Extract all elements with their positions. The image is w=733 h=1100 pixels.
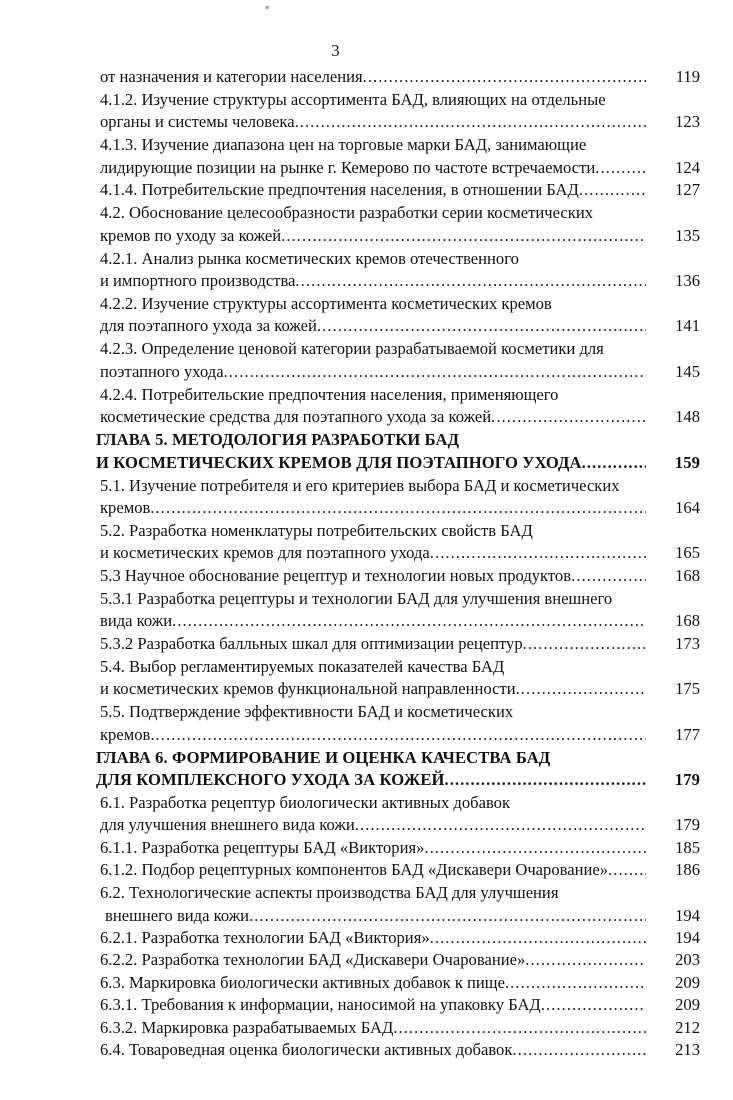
toc-dot-leader <box>505 972 646 989</box>
toc-dot-leader <box>558 882 646 899</box>
toc-entry-page-number: 213 <box>675 1039 700 1059</box>
toc-entry-page-number: 168 <box>675 611 700 631</box>
toc-dot-leader <box>172 610 646 627</box>
toc-entry-page-number: 194 <box>675 905 700 925</box>
toc-entry[interactable] <box>96 519 700 542</box>
toc-entry-page-number: 203 <box>675 950 700 970</box>
toc-entry-text: 6.1. Разработка рецептур биологически активных добавок <box>100 792 511 812</box>
toc-entry-page-number: 186 <box>675 860 700 880</box>
toc-entry[interactable] <box>96 972 700 994</box>
toc-dot-leader <box>516 678 646 695</box>
toc-entry[interactable] <box>96 610 700 632</box>
toc-dot-leader <box>541 994 646 1011</box>
toc-entry[interactable] <box>96 134 700 157</box>
toc-dot-leader <box>550 746 646 763</box>
toc-entry[interactable] <box>96 66 700 88</box>
toc-entry-text: 4.1.4. Потребительские предпочтения населения, в отношении БАД <box>100 180 579 200</box>
toc-dot-leader <box>249 905 646 922</box>
toc-entry-text: 6.2. Технологические аспекты производства БАД для улучшения <box>100 883 559 903</box>
toc-dot-leader <box>525 949 646 966</box>
toc-entry[interactable] <box>96 859 700 881</box>
toc-dot-leader <box>571 565 646 582</box>
toc-entry[interactable] <box>96 497 700 519</box>
toc-entry-page-number: 145 <box>675 361 700 381</box>
toc-entry-text: ГЛАВА 6. ФОРМИРОВАНИЕ И ОЦЕНКА КАЧЕСТВА БАД <box>96 747 551 767</box>
toc-dot-leader <box>513 701 646 718</box>
toc-entry-text: и импортного производства <box>100 271 296 291</box>
toc-dot-leader <box>281 225 646 242</box>
toc-entry[interactable] <box>96 655 700 678</box>
toc-entry-text: 4.2. Обоснование целесообразности разработки серии косметических <box>100 203 594 223</box>
toc-dot-leader <box>533 519 646 536</box>
toc-entry[interactable] <box>96 882 700 905</box>
toc-dot-leader <box>558 383 646 400</box>
toc-dot-leader <box>523 633 646 650</box>
toc-entry-page-number: 179 <box>675 815 700 835</box>
toc-entry-text: вида кожи <box>100 611 173 631</box>
toc-entry[interactable] <box>96 247 700 270</box>
toc-entry-page-number: 185 <box>675 837 700 857</box>
toc-entry-page-number: 179 <box>674 769 700 789</box>
toc-entry-page-number: 124 <box>675 157 700 177</box>
toc-dot-leader <box>604 338 646 355</box>
toc-entry-page-number: 173 <box>675 633 700 653</box>
toc-dot-leader <box>150 497 646 514</box>
toc-dot-leader <box>608 859 646 876</box>
toc-entry-text: ДЛЯ КОМПЛЕКСНОГО УХОДА ЗА КОЖЕЙ <box>96 769 445 789</box>
toc-entry-text: 6.1.1. Разработка рецептуры БАД «Виктория» <box>100 837 425 857</box>
toc-dot-leader <box>552 292 646 309</box>
toc-entry-text: внешнего вида кожи <box>105 905 250 925</box>
toc-dot-leader <box>519 247 646 264</box>
toc-entry-page-number: 209 <box>675 995 700 1015</box>
toc-entry-page-number: 148 <box>675 407 700 427</box>
toc-entry-text: кремов <box>100 498 151 518</box>
toc-entry-page-number: 159 <box>674 452 700 472</box>
toc-entry[interactable] <box>96 746 700 769</box>
toc-entry-page-number: 164 <box>675 498 700 518</box>
toc-entry[interactable] <box>96 452 700 474</box>
toc-entry-page-number: 127 <box>675 180 700 200</box>
toc-entry-page-number: 194 <box>675 927 700 947</box>
toc-dot-leader <box>491 406 646 423</box>
toc-dot-leader <box>612 587 646 604</box>
toc-entry-text: 4.2.1. Анализ рынка косметических кремов отечественного <box>100 248 519 268</box>
toc-dot-leader <box>606 88 646 105</box>
toc-entry-text: и косметических кремов функциональной направленности <box>100 679 516 699</box>
toc-entry[interactable] <box>96 88 700 111</box>
toc-entry[interactable] <box>96 949 700 971</box>
toc-dot-leader <box>393 1017 646 1034</box>
toc-entry[interactable] <box>96 315 700 337</box>
toc-entry[interactable] <box>96 587 700 610</box>
toc-entry-text: 5.3 Научное обоснование рецептур и технологии новых продуктов <box>100 565 572 585</box>
toc-entry[interactable] <box>96 429 700 452</box>
toc-dot-leader <box>295 270 646 287</box>
toc-dot-leader <box>620 474 646 491</box>
toc-entry[interactable] <box>96 769 700 791</box>
toc-dot-leader <box>430 927 646 944</box>
toc-entry-page-number: 177 <box>675 724 700 744</box>
toc-entry[interactable] <box>96 542 700 564</box>
toc-dot-leader <box>445 769 647 786</box>
toc-dot-leader <box>595 157 646 174</box>
toc-dot-leader <box>150 724 646 741</box>
toc-entry-page-number: 136 <box>675 271 700 291</box>
toc-entry[interactable] <box>96 814 700 836</box>
toc-entry-text: 6.2.2. Разработка технологии БАД «Дискавери Очарование» <box>100 950 526 970</box>
toc-entry-text: 6.3.1. Требования к информации, наносимой на упаковку БАД <box>100 995 541 1015</box>
toc-entry[interactable] <box>96 179 700 201</box>
toc-entry[interactable] <box>96 338 700 361</box>
toc-entry[interactable] <box>96 701 700 724</box>
toc-dot-leader <box>504 655 646 672</box>
toc-dot-leader <box>317 315 646 332</box>
toc-entry-text: 5.2. Разработка номенклатуры потребительских свойств БАД <box>100 521 533 541</box>
toc-dot-leader <box>459 429 646 446</box>
toc-entry-text: 4.2.4. Потребительские предпочтения населения, применяющего <box>100 384 559 404</box>
toc-entry[interactable] <box>96 157 700 179</box>
toc-dot-leader <box>224 361 646 378</box>
toc-entry-page-number: 175 <box>675 679 700 699</box>
toc-entry[interactable] <box>96 474 700 497</box>
toc-entry-text: 4.1.3. Изучение диапазона цен на торговые марки БАД, занимающие <box>100 135 587 155</box>
toc-entry-text: 5.5. Подтверждение эффективности БАД и косметических <box>100 702 514 722</box>
toc-entry-text: от назначения и категории населения <box>100 67 363 86</box>
toc-entry-page-number: 165 <box>675 543 700 563</box>
toc-entry-page-number: 212 <box>675 1017 700 1037</box>
toc-dot-leader <box>582 452 646 469</box>
toc-entry-text: 6.4. Товароведная оценка биологически активных добавок <box>100 1039 513 1059</box>
toc-entry-text: и косметических кремов для поэтапного ухода <box>100 543 430 563</box>
toc-entry-page-number: 119 <box>675 67 700 86</box>
toc-entry[interactable] <box>96 633 700 655</box>
toc-entry[interactable] <box>96 678 700 700</box>
toc-entry-text: для поэтапного ухода за кожей <box>100 316 317 336</box>
toc-entry-page-number: 135 <box>675 225 700 245</box>
toc-entry-text: 6.1.2. Подбор рецептурных компонентов БАД «Дискавери Очарование» <box>100 860 609 880</box>
toc-entry-text: 5.4. Выбор регламентируемых показателей качества БАД <box>100 656 505 676</box>
toc-entry-text: для улучшения внешнего вида кожи <box>100 815 355 835</box>
toc-entry[interactable] <box>96 1017 700 1039</box>
toc-dot-leader <box>355 814 646 831</box>
toc-entry[interactable] <box>96 383 700 406</box>
toc-entry-text: 6.3.2. Маркировка разрабатываемых БАД <box>100 1017 394 1037</box>
toc-entry-text: И КОСМЕТИЧЕСКИХ КРЕМОВ ДЛЯ ПОЭТАПНОГО УХОДА <box>96 452 582 472</box>
toc-dot-leader <box>295 111 646 128</box>
toc-entry-text: 5.3.2 Разработка балльных шкал для оптимизации рецептур <box>100 633 523 653</box>
toc-dot-leader <box>424 837 646 854</box>
toc-entry[interactable] <box>96 724 700 746</box>
toc-entry-text: 4.1.2. Изучение структуры ассортимента БАД, влияющих на отдельные <box>100 90 606 109</box>
toc-entry-text: кремов по уходу за кожей <box>100 225 282 245</box>
toc-entry[interactable] <box>96 791 700 814</box>
toc-entry[interactable] <box>96 292 700 315</box>
toc-entry-text: 5.1. Изучение потребителя и его критериев выбора БАД и косметических <box>100 475 620 495</box>
toc-dot-leader <box>593 202 646 219</box>
toc-entry[interactable] <box>96 225 700 247</box>
toc-entry-text: 4.2.2. Изучение структуры ассортимента косметических кремов <box>100 294 552 314</box>
toc-entry-page-number: 123 <box>675 112 700 132</box>
toc-entry-text: лидирующие позиции на рынке г. Кемерово по частоте встречаемости <box>100 157 596 177</box>
toc-dot-leader <box>363 66 646 83</box>
toc-entry-page-number: 168 <box>675 565 700 585</box>
toc-entry-page-number: 141 <box>675 316 700 336</box>
toc-entry[interactable] <box>96 905 700 927</box>
toc-entry-page-number: 209 <box>675 972 700 992</box>
toc-dot-leader <box>430 542 646 559</box>
toc-entry-text: ГЛАВА 5. МЕТОДОЛОГИЯ РАЗРАБОТКИ БАД <box>96 430 460 450</box>
toc-entry[interactable] <box>96 111 700 133</box>
table-of-contents <box>96 66 700 1061</box>
toc-entry[interactable] <box>96 837 700 859</box>
toc-entry[interactable] <box>96 270 700 292</box>
toc-entry-text: 4.2.3. Определение ценовой категории разрабатываемой косметики для <box>100 339 604 359</box>
scan-artifact-speck <box>265 6 269 9</box>
page-number: 3 <box>331 41 340 60</box>
toc-entry-text: 6.2.1. Разработка технологии БАД «Виктория» <box>100 927 430 947</box>
toc-entry[interactable] <box>96 202 700 225</box>
toc-entry-text: 5.3.1 Разработка рецептуры и технологии БАД для улучшения внешнего <box>100 588 613 608</box>
toc-entry[interactable] <box>96 994 700 1016</box>
toc-entry[interactable] <box>96 927 700 949</box>
toc-entry[interactable] <box>96 1039 700 1061</box>
toc-entry-text: органы и системы человека <box>100 112 295 132</box>
toc-entry-text: поэтапного ухода <box>100 361 224 381</box>
toc-entry-text: 6.3. Маркировка биологически активных добавок к пище <box>100 972 505 992</box>
toc-dot-leader <box>579 179 646 196</box>
toc-dot-leader <box>510 791 646 808</box>
toc-entry[interactable] <box>96 361 700 383</box>
toc-entry-text: косметические средства для поэтапного ухода за кожей <box>100 407 492 427</box>
toc-entry-text: кремов <box>100 724 151 744</box>
toc-dot-leader <box>512 1039 646 1056</box>
toc-entry[interactable] <box>96 406 700 428</box>
toc-dot-leader <box>586 134 646 151</box>
toc-entry[interactable] <box>96 565 700 587</box>
